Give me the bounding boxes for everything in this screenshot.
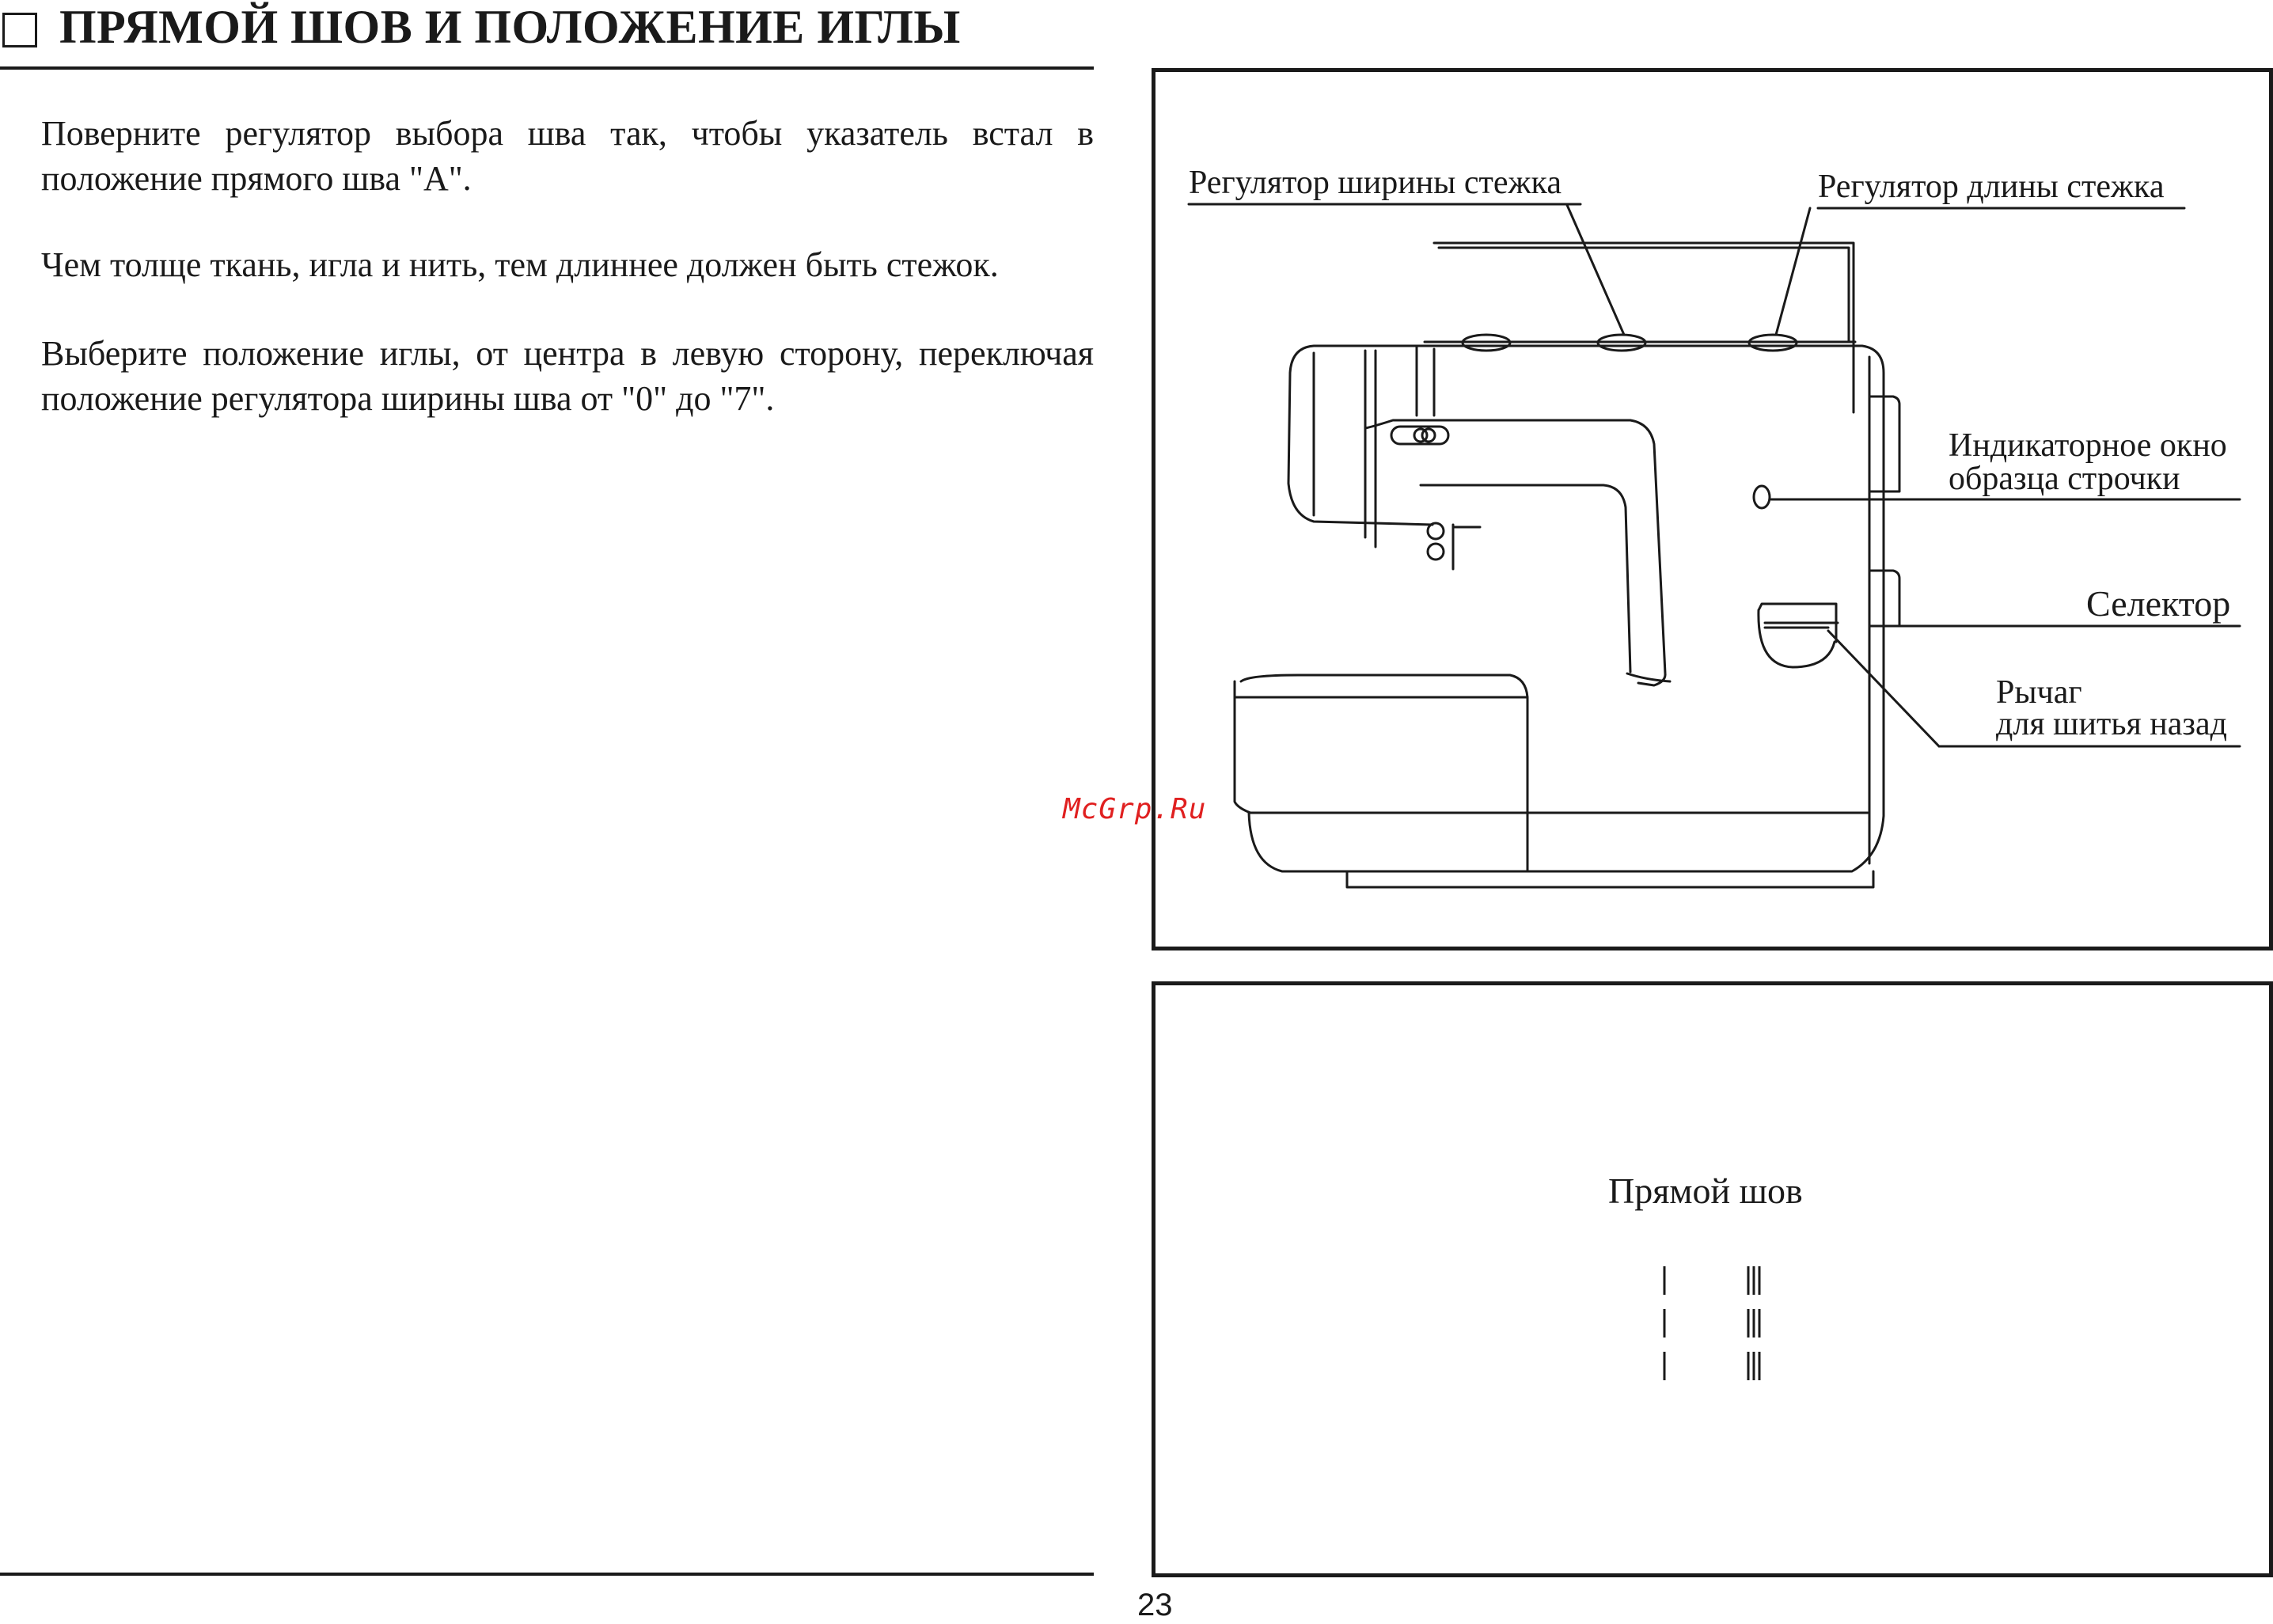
page-header [0, 0, 1094, 70]
watermark: McGrp.Ru [1063, 793, 1207, 825]
checkbox-square-icon [2, 13, 37, 47]
stitch-sample-title: Прямой шов [1608, 1171, 1803, 1211]
label-selector: Селектор [2086, 583, 2231, 624]
label-stitch-length: Регулятор длины стежка [1818, 169, 2165, 205]
footer-rule [0, 1573, 1094, 1576]
paragraph-2: Чем толще ткань, игла и нить, тем длиннее должен быть стежок. [41, 245, 999, 284]
label-reverse-lever-1: Рычаг [1996, 674, 2082, 711]
paragraph-3: Выберите положение иглы, от центра в левую сторону, переключая положение регулятора ширины шва от "0" до "7". [41, 334, 1094, 418]
label-stitch-width: Регулятор ширины стежка [1189, 165, 1562, 201]
paragraph-1: Поверните регулятор выбора шва так, чтобы указатель встал в положение прямого шва "А". [41, 114, 1094, 198]
label-reverse-lever-2: для шитья назад [1996, 706, 2228, 742]
label-indicator-window-1: Индикаторное окно [1949, 427, 2227, 464]
label-indicator-window-2: образца строчки [1949, 461, 2180, 497]
page-title: ПРЯМОЙ ШОВ И ПОЛОЖЕНИЕ ИГЛЫ [59, 1, 961, 53]
header-rule [0, 66, 1094, 70]
machine-figure-panel [1152, 68, 2273, 950]
stitch-pattern-icon [1646, 1263, 1804, 1382]
page-number: 23 [1137, 1588, 1173, 1622]
